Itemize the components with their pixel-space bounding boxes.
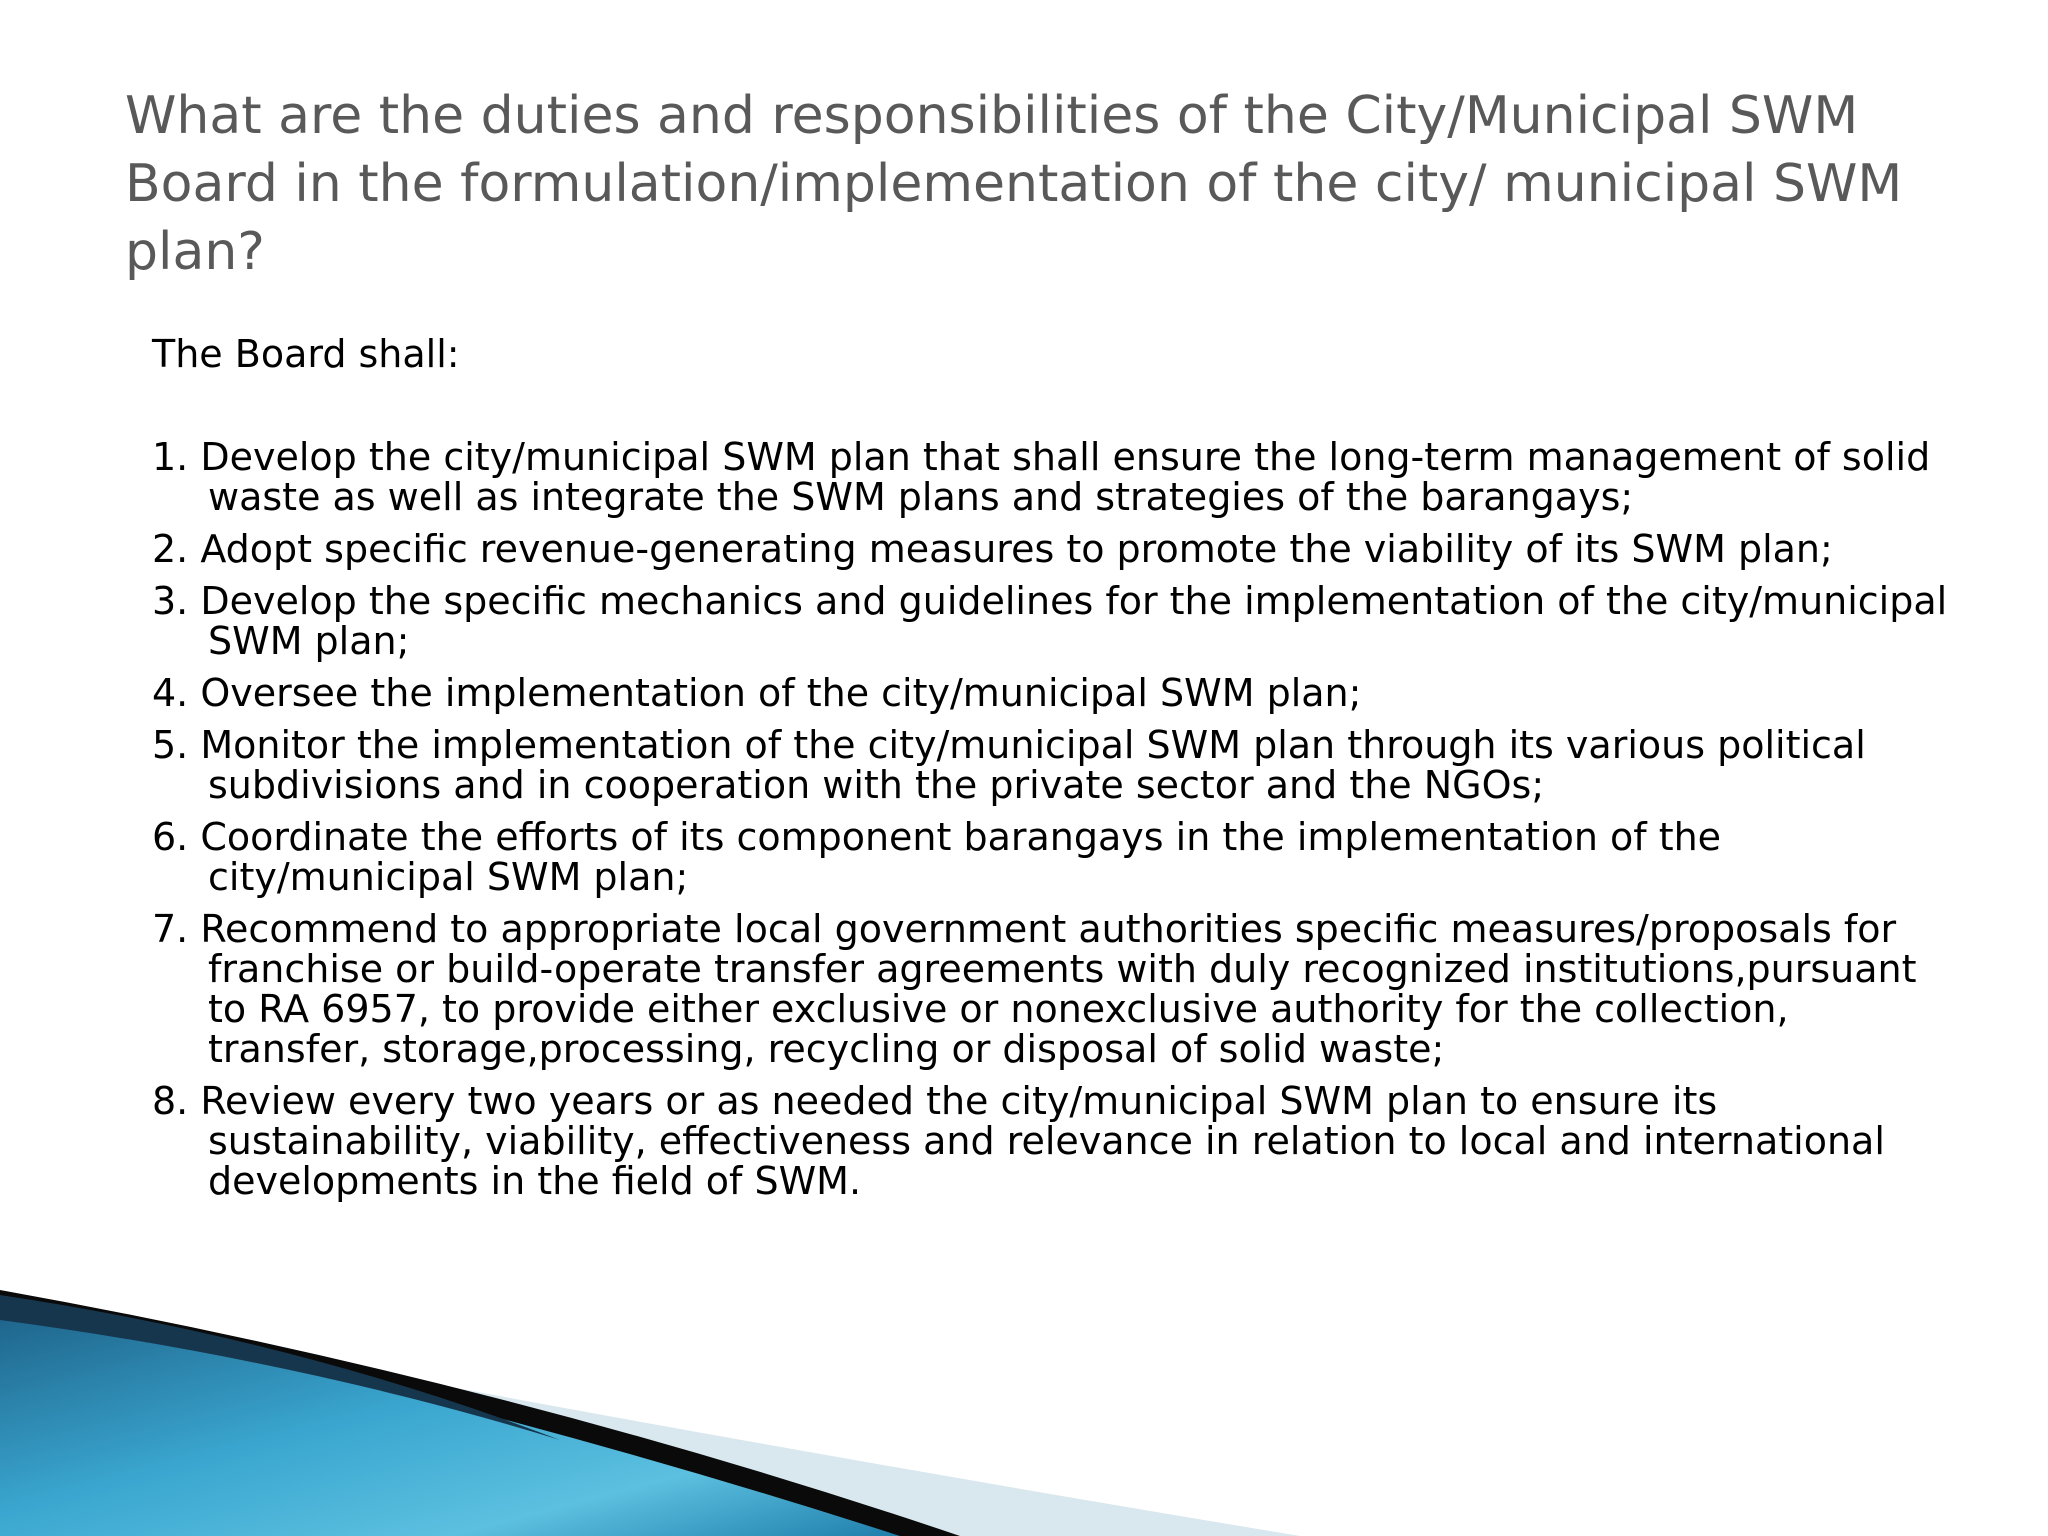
list-item bbox=[152, 581, 1952, 661]
navy-wave-edge bbox=[0, 1295, 560, 1440]
item-text: Oversee the implementation of the city/municipal SWM plan; bbox=[200, 671, 1362, 715]
list-item bbox=[152, 673, 1952, 713]
list-item bbox=[152, 817, 1952, 897]
list-item bbox=[152, 437, 1952, 517]
list-item bbox=[152, 529, 1952, 569]
list-item bbox=[152, 909, 1952, 1069]
item-number: 8. bbox=[152, 1079, 189, 1123]
pale-wave-band bbox=[0, 1300, 1300, 1536]
item-number: 3. bbox=[152, 579, 189, 623]
item-number: 4. bbox=[152, 671, 189, 715]
item-text: Develop the city/municipal SWM plan that shall ensure the long-term management of solid waste as well as integrate the SWM plans and strategies of the barangays; bbox=[200, 435, 1931, 519]
item-text: Recommend to appropriate local government authorities specific measures/proposals for franchise or build-operate transfer agreements with duly recognized institutions,pursuant to RA 6957, to provide either exclusive or nonexclusive authority for the collection, transfer, storage,processing, recycling or disposal of solid waste; bbox=[200, 907, 1917, 1071]
item-number: 1. bbox=[152, 435, 189, 479]
item-text: Review every two years or as needed the city/municipal SWM plan to ensure its sustainability, viability, effectiveness and relevance in relation to local and international developments in the field of SWM. bbox=[200, 1079, 1885, 1203]
item-text: Develop the specific mechanics and guidelines for the implementation of the city/municipal SWM plan; bbox=[200, 579, 1948, 663]
blue-wave-band bbox=[0, 1300, 900, 1536]
black-wave-band bbox=[0, 1290, 960, 1536]
list-item bbox=[152, 1081, 1952, 1201]
slide-title: What are the duties and responsibilities of the City/Municipal SWM Board in the formulation/implementation of the city/ municipal SWM plan? bbox=[125, 86, 1903, 282]
item-text: Monitor the implementation of the city/municipal SWM plan through its various political subdivisions and in cooperation with the private sector and the NGOs; bbox=[200, 723, 1866, 807]
duties-list bbox=[152, 437, 1952, 1213]
item-number: 5. bbox=[152, 723, 189, 767]
item-text: Adopt specific revenue-generating measures to promote the viability of its SWM plan; bbox=[200, 527, 1833, 571]
item-number: 7. bbox=[152, 907, 189, 951]
item-text: Coordinate the efforts of its component barangays in the implementation of the city/municipal SWM plan; bbox=[200, 815, 1722, 899]
list-item bbox=[152, 725, 1952, 805]
intro-text: The Board shall: bbox=[152, 332, 460, 376]
item-number: 2. bbox=[152, 527, 189, 571]
item-number: 6. bbox=[152, 815, 189, 859]
